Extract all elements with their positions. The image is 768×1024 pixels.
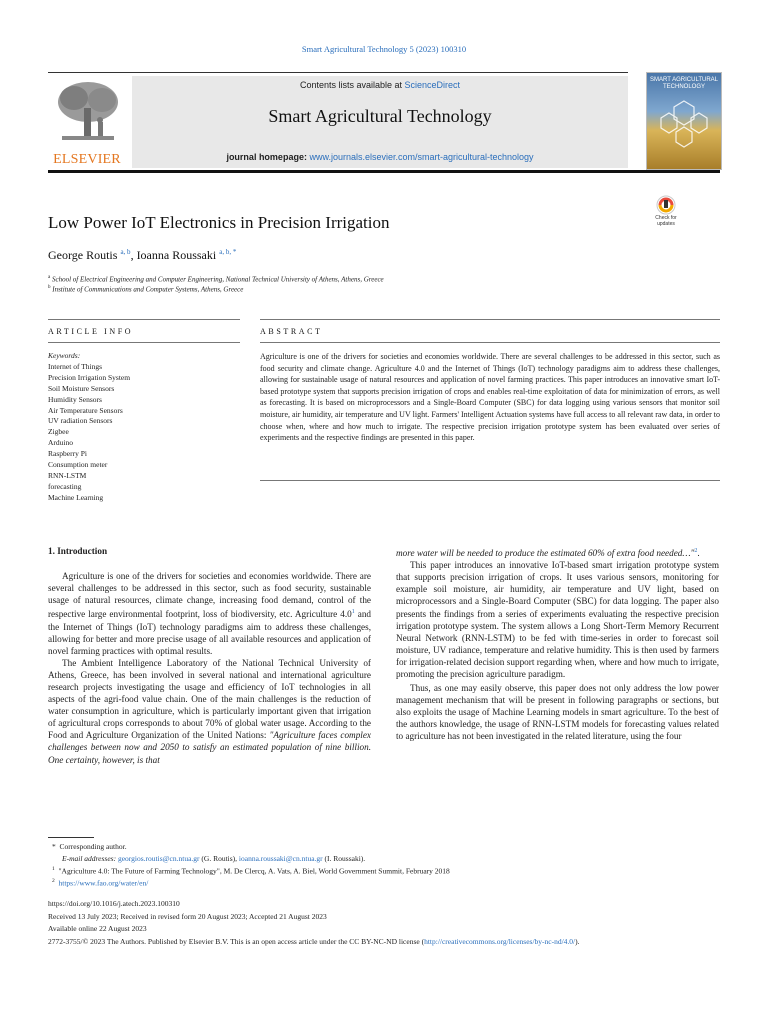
cover-title: SMART AGRICULTURAL TECHNOLOGY	[649, 77, 718, 90]
license-end: ).	[575, 937, 580, 946]
journal-cover-image[interactable]	[646, 72, 722, 170]
received-dates: Received 13 July 2023; Received in revised form 20 August 2023; Accepted 21 August 2023	[48, 912, 327, 921]
footnote-text: "Agriculture 4.0: The Future of Farming Technology", M. De Clercq, A. Vats, A. Biel, World Government Summit, February 2018	[58, 866, 450, 876]
paragraph-text: Agriculture is one of the drivers for societies and economies worldwide. There are several challenges to be addressed in this sector, such as food security, sustainable usage of natural resources, climate change, increasing food demand, control of the respective large environmental footprint, loss of biodiversity, etc. Agriculture 4.0	[48, 571, 371, 620]
cover-graphic-icon	[647, 73, 721, 169]
license-link[interactable]: http://creativecommons.org/licenses/by-nc-nd/4.0/	[424, 937, 576, 946]
email-label: E-mail addresses:	[62, 854, 118, 863]
author-name[interactable]: Ioanna Roussaki	[136, 248, 217, 262]
footnote-emails	[62, 854, 365, 863]
author-name[interactable]: George Routis	[48, 248, 118, 262]
section-rule	[260, 319, 720, 320]
abstract-text: Agriculture is one of the drivers for societies and economies worldwide. There are several challenges to be addressed in this sector, such as food security and climate change. Agriculture 4.0 and the Internet of Things (IoT) technology paradigms aim to address these challenges, allowing for sustainable usage of natural resources and application of novel farming practices. This paper introduces an innovative smart IoT-based prototype system that supports precision irrigation of crops and enables real-time exploitation of data for minimization of errors, as well as forecasting. It is based on microprocessors and a Single-Board Computer (SBC) for data logging using various sensors that monitor soil moisture, air humidity, air temperature and UV light. Farmers' Intelligent Actuation systems have full access to all relevant raw data, in order to choose when, where and how much to irrigate. The respective precision irrigation prototype system has been evaluated over series of experiments and the respective findings are presented in this paper.	[260, 352, 720, 443]
author-affiliation-marks[interactable]: a, b	[120, 248, 131, 256]
paragraph-text: .	[697, 548, 700, 559]
journal-header	[48, 72, 720, 172]
homepage-label: journal homepage:	[226, 152, 310, 162]
section-rule	[48, 342, 240, 343]
contents-line	[132, 80, 628, 90]
keyword-item: Internet of Things	[48, 361, 103, 371]
email-owner: (G. Routis),	[199, 854, 239, 863]
keyword-item: Precision Irrigation System	[48, 372, 131, 382]
article-info-heading: ARTICLE INFO	[48, 327, 134, 336]
body-paragraph	[48, 570, 371, 657]
email-link[interactable]: georgios.routis@cn.ntua.gr	[117, 854, 200, 863]
journal-homepage	[132, 152, 628, 162]
footnote-2	[52, 878, 148, 888]
journal-title: Smart Agricultural Technology	[268, 106, 492, 126]
keyword-item: RNN-LSTM	[48, 470, 87, 480]
section-rule	[260, 342, 720, 343]
affiliation	[48, 275, 384, 283]
body-left-column	[48, 545, 371, 766]
keyword-item: Consumption meter	[48, 460, 108, 470]
homepage-link[interactable]: www.journals.elsevier.com/smart-agricultural-technology	[309, 152, 534, 162]
check-for-updates-badge[interactable]	[648, 194, 684, 230]
abstract-bottom-rule	[260, 480, 720, 481]
keyword-item: Arduino	[48, 438, 73, 448]
body-paragraph	[48, 657, 371, 766]
quote-text: more water will be needed to produce the estimated 60% of extra food needed…"	[396, 548, 695, 559]
quote-text: "Agriculture faces complex challenges between now and 2050 to satisfy an estimated population of nine billion. One certainty, however, is that	[48, 730, 371, 765]
keyword-item: Air Temperature Sensors	[48, 405, 123, 415]
section-rule	[48, 319, 240, 320]
keywords-list	[48, 351, 238, 504]
header-top-rule	[48, 72, 628, 73]
affiliation-text: Institute of Communications and Computer Systems, Athens, Greece	[52, 285, 244, 294]
footnote-ref[interactable]: 1	[351, 609, 355, 616]
paragraph-text: The Ambient Intelligence Laboratory of the National Technical University of Athens, Greece, has been involved in several national and international agriculture research projects investigating the usage and efficiency of IoT technologies in all aspects of the agri-food value chain. One of the main challenges is the reduction of water consumption in agriculture, which is particularly important given that irrigation of agricultural crops corresponds to about 70% of global water usage. According to the Food and Agriculture Organization of the United Nations:	[48, 657, 371, 741]
elsevier-logo[interactable]	[48, 78, 126, 168]
author-list	[48, 248, 236, 263]
affiliation-mark: b	[48, 285, 51, 290]
body-paragraph: Thus, as one may easily observe, this paper does not only address the low power management mechanism that will be present in following paragraphs or sections, but also exploits the usage of Machine Learning models in smart agriculture. To the best of the authors knowledge, the usage of RNN-LSTM models for forecasting values related to agriculture has not been investigated in the related literature, using the four	[396, 683, 719, 742]
footnote-corresponding	[52, 842, 127, 851]
keyword-item: Raspberry Pi	[48, 449, 87, 459]
footnote-1	[52, 866, 450, 876]
footnote-text: Corresponding author.	[59, 842, 127, 851]
keyword-item: Soil Moisture Sensors	[48, 383, 115, 393]
footnote-ref[interactable]: 2	[694, 548, 698, 554]
header-bottom-rule	[48, 170, 720, 173]
author-separator: ,	[130, 248, 137, 262]
elsevier-tree-icon	[52, 78, 122, 148]
keyword-item: Machine Learning	[48, 492, 104, 502]
body-paragraph	[396, 545, 719, 559]
doi-link[interactable]: https://doi.org/10.1016/j.atech.2023.100310	[48, 899, 180, 908]
keywords-label: Keywords:	[48, 351, 81, 360]
check-updates-label: Check for updates	[655, 215, 677, 227]
email-owner: (I. Roussaki).	[322, 854, 366, 863]
keyword-item: Humidity Sensors	[48, 394, 102, 404]
contents-prefix: Contents lists available at	[299, 80, 405, 90]
body-paragraph: This paper introduces an innovative IoT-based smart irrigation prototype system that supports precision irrigation of crops. It uses various sensors, monitoring for example soil moisture, air humidity, air temperature and UV light, based on microprocessors and a Single-Board Computer (SBC) for data logging. The paper also presents the findings from a series of experiments evaluating the respective precision irrigation prototype system. The system allows a Long Short-Term Memory Recurrent Neural Network (RNN-LSTM) to be fed with time-series in order to forecast soil moisture, UV radiance, temperature and relative humidity. This is then used by farmers for irrigation-related decision support regarding when, where and how much to irrigate, promoting the precision agriculture paradigm.	[396, 560, 719, 679]
keyword-item: Zigbee	[48, 427, 69, 437]
journal-citation[interactable]: Smart Agricultural Technology 5 (2023) 100310	[301, 44, 467, 54]
affiliation	[48, 285, 243, 293]
footnote-mark: *	[52, 842, 56, 851]
footnote-link[interactable]: https://www.fao.org/water/en/	[58, 878, 149, 888]
email-link[interactable]: ioanna.roussaki@cn.ntua.gr	[238, 854, 323, 863]
keyword-item: UV radiation Sensors	[48, 416, 113, 426]
footnote-rule	[48, 837, 94, 838]
license-text: 2772-3755/© 2023 The Authors. Published by Elsevier B.V. This is an open access article under the CC BY-NC-ND license (	[48, 937, 425, 946]
available-online: Available online 22 August 2023	[48, 924, 147, 933]
license-statement	[48, 936, 720, 948]
journal-banner	[132, 76, 628, 168]
affiliation-mark: a	[48, 275, 51, 280]
keyword-item: forecasting	[48, 481, 82, 491]
section-title: 1. Introduction	[48, 546, 108, 556]
sciencedirect-link[interactable]: ScienceDirect	[404, 80, 461, 90]
body-right-column	[396, 545, 719, 743]
check-updates-icon	[648, 194, 684, 216]
paragraph-text: and the Internet of Things (IoT) technology paradigms aim to address these challenges, allowing for better and more precise usage of all available resources and application of novel farming practices with optimal results.	[48, 609, 372, 656]
author-affiliation-marks[interactable]: a, b, *	[219, 248, 237, 256]
footnote-mark: 1	[52, 866, 55, 872]
abstract-heading: ABSTRACT	[260, 327, 323, 336]
affiliation-text: School of Electrical Engineering and Computer Engineering, National Technical University of Athens, Athens, Greece	[51, 275, 384, 284]
article-title: Low Power IoT Electronics in Precision Irrigation	[48, 213, 390, 232]
elsevier-wordmark: ELSEVIER	[53, 152, 121, 167]
footnote-mark: 2	[52, 878, 55, 884]
